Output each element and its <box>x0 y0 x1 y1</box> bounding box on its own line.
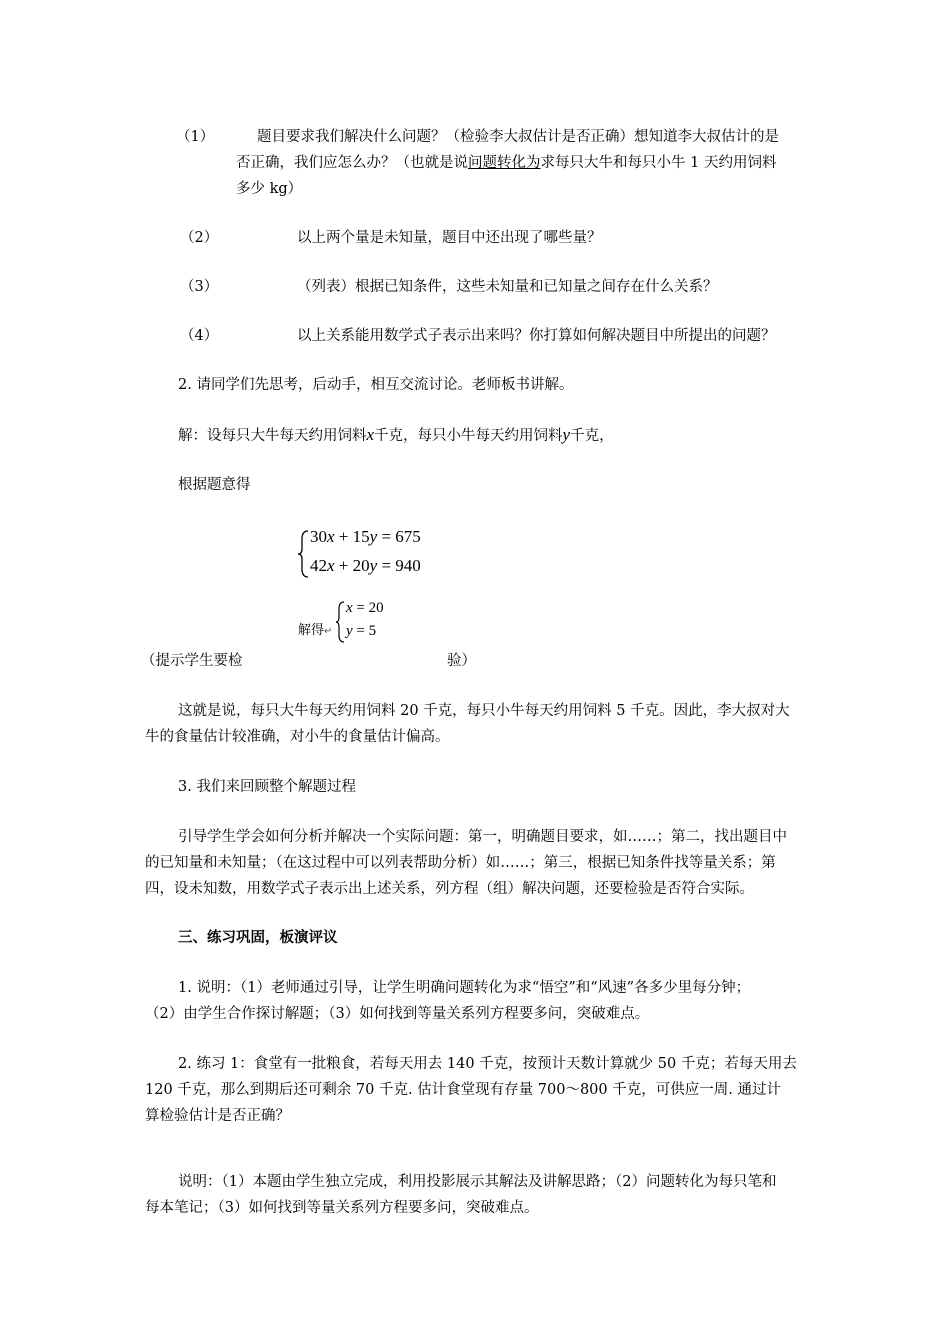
section-heading: 三、练习巩固，板演评议 <box>178 930 338 946</box>
var-x: x <box>366 425 375 444</box>
eq2-rhs: = 940 <box>377 556 421 575</box>
eq2-y: y <box>369 556 378 575</box>
sol-y-var: y <box>346 623 353 639</box>
paragraph-3: 3. 我们来回顾整个解题过程 <box>178 779 356 795</box>
exercise-2-line-3: 算检验估计是否正确？ <box>145 1108 290 1124</box>
sol-x-value: = 20 <box>352 600 384 616</box>
eq2-x: x <box>327 556 335 575</box>
eq1-x: x <box>327 527 335 546</box>
solve-label-text: 解得 <box>298 623 325 638</box>
question-1-line-1: 题目要求我们解决什么问题？（检验李大叔估计是否正确）想知道李大叔估计的是 <box>257 129 779 145</box>
sol-x-var: x <box>346 600 353 616</box>
conclusion-line-1: 这就是说，每只大牛每天约用饲料 20 千克，每只小牛每天约用饲料 5 千克。因此，李大叔对大 <box>178 703 790 719</box>
question-1-text-cont: 求每只大牛和每只小牛 1 天约用饲料 <box>540 155 777 171</box>
paragraph-2: 2. 请同学们先思考，后动手，相互交流讨论。老师板书讲解。 <box>178 377 574 393</box>
paragraph-mark-icon: ↵ <box>324 626 333 637</box>
eq2-coef: 42 <box>310 556 327 575</box>
eq2-mid: + 20 <box>334 556 370 575</box>
question-1-text: 否正确，我们应怎么办？（也就是说 <box>236 155 468 171</box>
eq1-mid: + 15 <box>334 527 370 546</box>
equation-brace <box>296 529 310 579</box>
item-number-4: （4） <box>180 328 219 344</box>
sol-y-value: = 5 <box>352 623 377 639</box>
guide-line-3: 四，设未知数，用数学式子表示出上述关系，列方程（组）解决问题，还要检验是否符合实际。 <box>145 881 754 897</box>
eq1-y: y <box>369 527 378 546</box>
solution-brace <box>334 600 346 644</box>
item-number-2: （2） <box>180 230 219 246</box>
solution-setup <box>178 425 614 446</box>
item-number-3: （3） <box>180 279 219 295</box>
explanation-line-1: 说明：（1）本题由学生独立完成，利用投影展示其解法及讲解思路；（2）问题转化为每只笔和 <box>178 1174 777 1190</box>
solution-text-cont: 千克，每只小牛每天约用饲料 <box>374 428 563 444</box>
var-y: y <box>562 425 571 444</box>
solution-text: 解：设每只大牛每天约用饲料 <box>178 428 367 444</box>
guide-line-2: 的已知量和未知量；（在这过程中可以列表帮助分析）如……；第三，根据已知条件找等量关系；第 <box>145 855 776 871</box>
hint-text-end: 验） <box>447 653 476 669</box>
exercise-1-line-2: （2）由学生合作探讨解题；（3）如何找到等量关系列方程要多问，突破难点。 <box>145 1006 650 1022</box>
explanation-line-2: 每本笔记；（3）如何找到等量关系列方程要多问，突破难点。 <box>145 1200 539 1216</box>
according-text: 根据题意得 <box>178 477 251 493</box>
solution-y <box>346 623 376 640</box>
solution-x <box>346 600 384 617</box>
solve-label <box>298 619 332 638</box>
underlined-phrase: 问题转化为 <box>468 155 541 171</box>
question-1-line-3: 多少 kg） <box>236 181 303 197</box>
question-2: 以上两个量是未知量，题目中还出现了哪些量？ <box>297 230 602 246</box>
conclusion-line-2: 牛的食量估计较准确，对小牛的食量估计偏高。 <box>145 729 450 745</box>
question-4: 以上关系能用数学式子表示出来吗？你打算如何解决题目中所提出的问题？ <box>297 328 776 344</box>
equation-2 <box>310 556 421 576</box>
exercise-2-line-2: 120 千克，那么到期后还可剩余 70 千克. 估计食堂现有存量 700～800 千克，可供应一周. 通过计 <box>145 1082 781 1098</box>
solution-text-end: 千克， <box>570 428 614 444</box>
guide-line-1: 引导学生学会如何分析并解决一个实际问题：第一，明确题目要求，如……；第二，找出题目中 <box>178 829 787 845</box>
exercise-2-line-1: 2. 练习 1：食堂有一批粮食，若每天用去 140 千克，按预计天数计算就少 50 千克；若每天用去 <box>178 1056 797 1072</box>
hint-text-start: （提示学生要检 <box>141 653 243 669</box>
equation-1 <box>310 527 421 547</box>
eq1-coef: 30 <box>310 527 327 546</box>
eq1-rhs: = 675 <box>377 527 421 546</box>
exercise-1-line-1: 1. 说明：（1）老师通过引导，让学生明确问题转化为求“悟空”和“风速”各多少里每分钟； <box>178 980 751 996</box>
question-3: （列表）根据已知条件，这些未知量和已知量之间存在什么关系？ <box>297 279 718 295</box>
item-number-1: （1） <box>176 129 215 145</box>
question-1-line-2 <box>236 153 776 173</box>
